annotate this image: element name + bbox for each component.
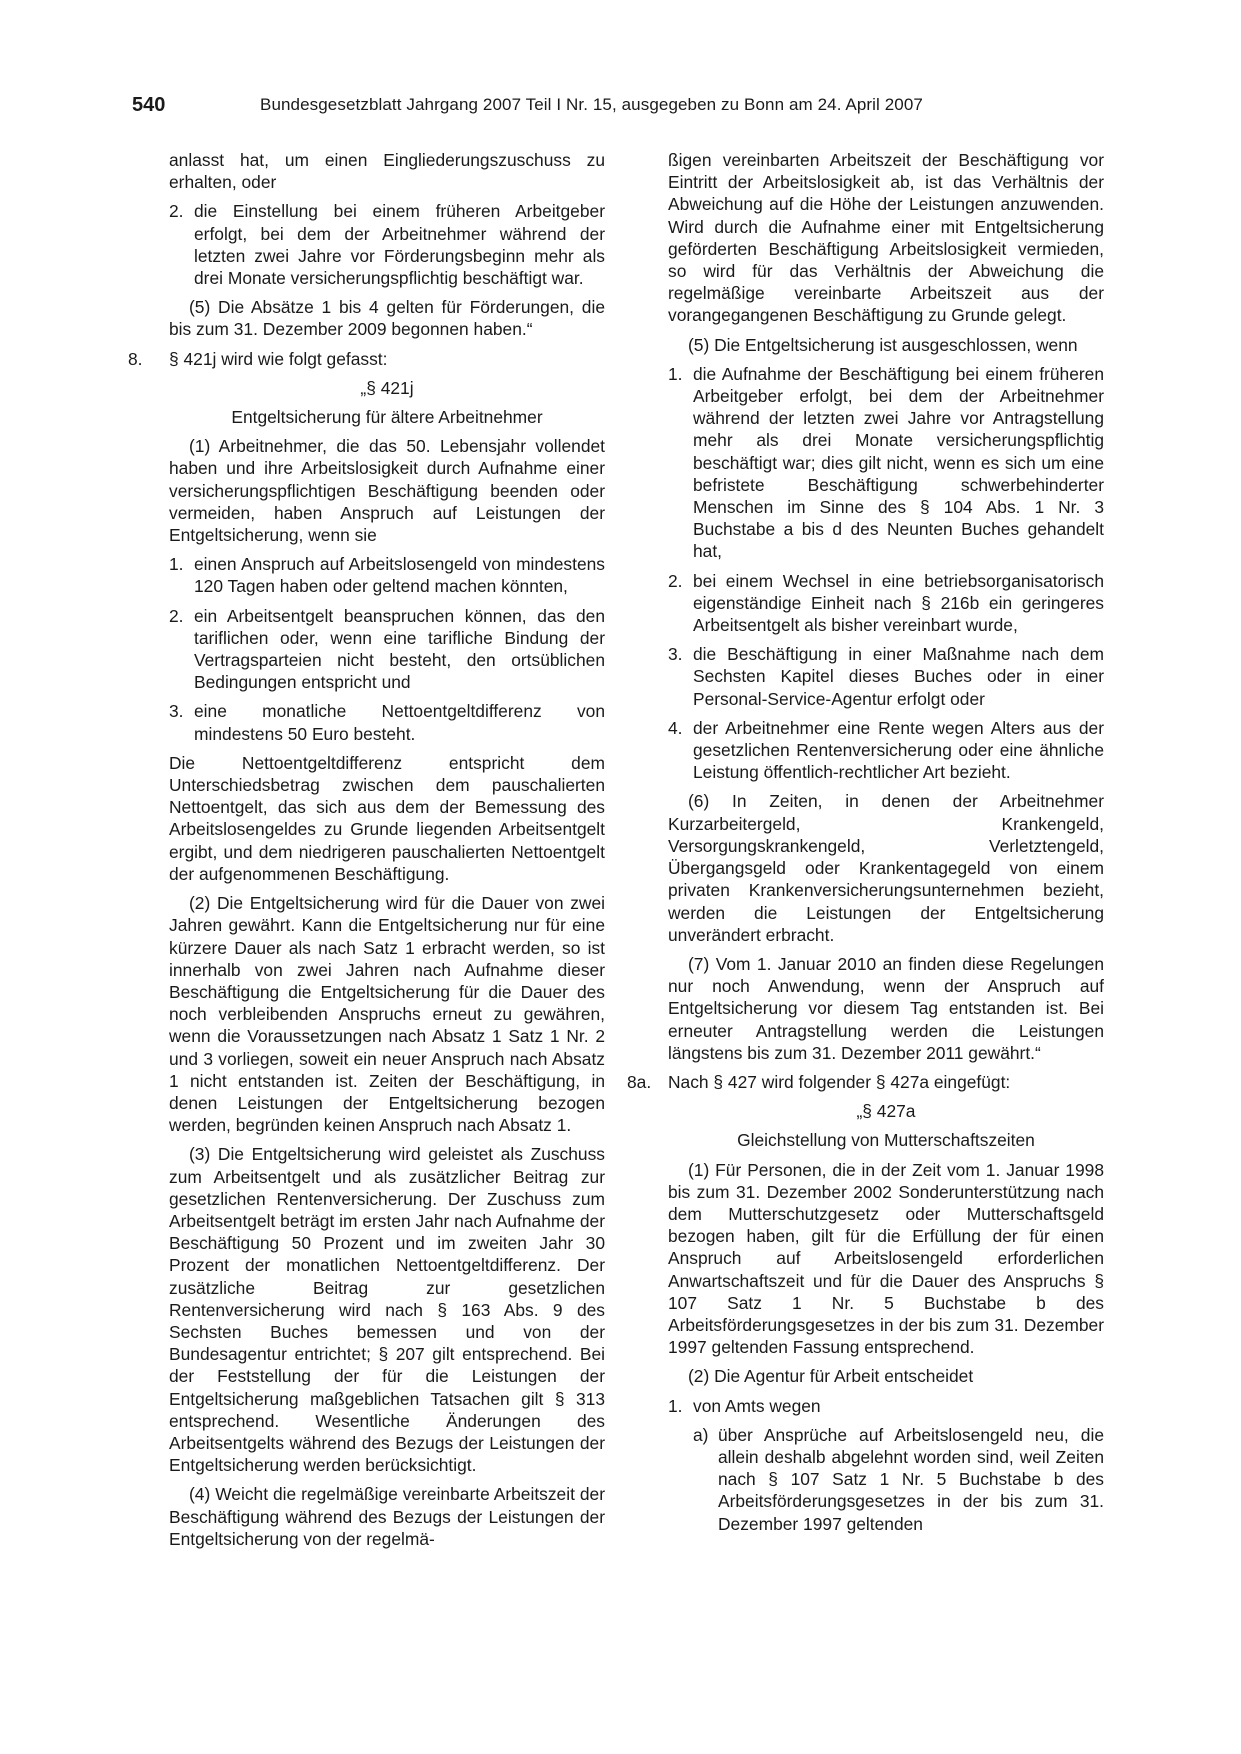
list-number: 1. xyxy=(169,554,184,575)
list-number: 2. xyxy=(169,201,184,222)
list-item xyxy=(668,570,1104,637)
paragraph-abs1: (1) Arbeitnehmer, die das 50. Lebensjahr vollendet haben und ihre Arbeitslosigkeit durch Aufnahme einer versicherungspflichtigen Beschäftigung beenden oder vermeiden, haben Anspruch auf Leistungen der Entgeltsicherung, wenn sie xyxy=(169,436,605,546)
section-heading: „§ 427a xyxy=(856,1101,916,1122)
list-item xyxy=(668,643,1104,710)
running-title: Bundesgesetzblatt Jahrgang 2007 Teil I Nr. 15, ausgegeben zu Bonn am 24. April 2007 xyxy=(260,95,923,114)
amendment-text: Nach § 427 wird folgender § 427a eingefügt: xyxy=(668,1071,1011,1092)
amendment-item-8 xyxy=(128,348,605,370)
section-title: Entgeltsicherung für ältere Arbeitnehmer xyxy=(231,407,543,428)
list-number: 1. xyxy=(668,1395,683,1416)
amendment-number: 8a. xyxy=(627,1071,652,1092)
list-number: 2. xyxy=(169,605,184,626)
list-item xyxy=(668,363,1104,563)
list-item xyxy=(169,700,605,744)
page-header xyxy=(0,94,1241,124)
amendment-number: 8. xyxy=(128,348,143,369)
list-item xyxy=(169,200,605,289)
sub-list-text: über Ansprüche auf Arbeitslosengeld neu, die allein deshalb abgelehnt worden sind, weil Zeiten nach § 107 Satz 1 Nr. 5 Buchstabe b des Arbeitsförderungsgesetzes in der bis zum 31. Dezember 1997 geltenden xyxy=(718,1424,1104,1534)
paragraph-abs4: (4) Weicht die regelmäßige vereinbarte Arbeitszeit der Beschäftigung während des Bezugs der Leistungen der Entgeltsicherung von der regelmä- xyxy=(169,1484,605,1549)
left-column xyxy=(128,149,605,1557)
sub-list-letter: a) xyxy=(693,1424,709,1445)
paragraph-nettoentgeltdifferenz: Die Nettoentgeltdifferenz entspricht dem Unterschiedsbetrag zwischen dem pauschalierten Nettoentgelt, das sich aus dem der Bemessung des Arbeitslosengeldes zu Grunde liegenden Arbeitsentgelt ergibt, und dem niedrigeren pauschalierten Nettoentgelt der aufgenommenen Beschäftigung. xyxy=(169,752,605,884)
list-text: die Einstellung bei einem früheren Arbeitgeber erfolgt, bei dem der Arbeitnehmer während der letzten zwei Jahre vor Förderungsbeginn mehr als drei Monate versicherungspflichtig beschäftigt war. xyxy=(194,201,605,289)
list-text: die Aufnahme der Beschäftigung bei einem früheren Arbeitgeber erfolgt, bei dem der Arbeitnehmer während der letzten zwei Jahre vor Antragstellung mehr als drei Monate versicherungspflichtig beschäftigt war; dies gilt nicht, wenn es sich um eine befristete Beschäftigung schwerbehinderter Menschen im Sinne des § 104 Abs. 1 Nr. 3 Buchstabe a bis d des Neunten Buches gehandelt hat, xyxy=(693,363,1104,562)
list-text: von Amts wegen xyxy=(693,1395,821,1416)
section-heading: „§ 421j xyxy=(360,377,414,398)
list-number: 1. xyxy=(668,363,683,384)
list-text: bei einem Wechsel in eine betriebsorganisatorisch eigenständige Einheit nach § 216b ein geringeres Arbeitsentgelt als bisher vereinbart wurde, xyxy=(693,570,1104,636)
list-number: 3. xyxy=(668,644,683,665)
list-number: 3. xyxy=(169,701,184,722)
right-column xyxy=(627,149,1104,1542)
paragraph-abs2: (2) Die Agentur für Arbeit entscheidet xyxy=(688,1366,974,1387)
list-text: ein Arbeitsentgelt beanspruchen können, das den tariflichen oder, wenn eine tarifliche Bindung der Vertragsparteien nicht besteht, den ortsüblichen Bedingungen entspricht und xyxy=(194,605,605,693)
list-text: eine monatliche Nettoentgeltdifferenz von mindestens 50 Euro besteht. xyxy=(194,701,605,744)
list-item xyxy=(668,717,1104,784)
paragraph-abs7: (7) Vom 1. Januar 2010 an finden diese Regelungen nur noch Anwendung, wenn der Anspruch auf Entgeltsicherung vor diesem Tag entstanden ist. Bei erneuter Antragstellung werden die Leistungen längstens bis zum 31. Dezember 2011 gewährt.“ xyxy=(668,953,1104,1063)
list-text: der Arbeitnehmer eine Rente wegen Alters aus der gesetzlichen Rentenversicherung oder eine ähnliche Leistung öffentlich-rechtlicher Art bezieht. xyxy=(693,717,1104,783)
paragraph-abs3: (3) Die Entgeltsicherung wird geleistet als Zuschuss zum Arbeitsentgelt und als zusätzlicher Beitrag zur gesetzlichen Rentenversicherung. Der Zuschuss zum Arbeitsentgelt beträgt im ersten Jahr nach Aufnahme der Beschäftigung 50 Prozent und im zweiten Jahr 30 Prozent der monatlichen Nettoentgeltdifferenz. Der zusätzliche Beitrag zur gesetzlichen Rentenversicherung wird nach § 163 Abs. 9 des Sechsten Buches bemessen und von der Bundesagentur entrichtet; § 207 gilt entsprechend. Bei der Feststellung der für die Leistungen der Entgeltsicherung maßgeblichen Tatsachen gilt § 313 entsprechend. Wesentliche Änderungen des Arbeitsentgelts während des Bezugs der Leistungen der Entgeltsicherung werden berücksichtigt. xyxy=(169,1144,605,1476)
paragraph-abs5: (5) Die Entgeltsicherung ist ausgeschlossen, wenn xyxy=(688,334,1078,355)
list-item xyxy=(169,553,605,597)
list-text: einen Anspruch auf Arbeitslosengeld von mindestens 120 Tagen haben oder geltend machen könnten, xyxy=(194,554,605,597)
list-item xyxy=(668,1395,1104,1417)
section-title: Gleichstellung von Mutterschaftszeiten xyxy=(737,1130,1035,1151)
page-number: 540 xyxy=(132,94,166,116)
paragraph-continued: ßigen vereinbarten Arbeitszeit der Beschäftigung vor Eintritt der Arbeitslosigkeit ab, ist das Verhältnis der Abweichung auf die Höhe der Leistungen anzuwenden. Wird durch die Aufnahme einer mit Entgeltsicherung geförderten Beschäftigung Arbeitslosigkeit vermieden, so wird für das Verhältnis der Abweichung die regelmäßige vereinbarte Arbeitszeit aus der vorangegangenen Beschäftigung zu Grunde gelegt. xyxy=(668,150,1104,326)
list-text: die Beschäftigung in einer Maßnahme nach dem Sechsten Kapitel dieses Buches oder in einer Personal-Service-Agentur erfolgt oder xyxy=(693,644,1104,709)
list-item xyxy=(169,605,605,694)
paragraph-abs5: (5) Die Absätze 1 bis 4 gelten für Förderungen, die bis zum 31. Dezember 2009 begonnen haben.“ xyxy=(169,297,605,340)
paragraph-abs2: (2) Die Entgeltsicherung wird für die Dauer von zwei Jahren gewährt. Kann die Entgeltsicherung nur für eine kürzere Dauer als nach Satz 1 erbracht werden, so ist innerhalb von zwei Jahren nach Aufnahme dieser Beschäftigung die Entgeltsicherung für die Dauer des noch verbleibenden Anspruchs erneut zu gewähren, wenn die Voraussetzungen nach Absatz 1 Satz 1 Nr. 2 und 3 vorliegen, soweit ein neuer Anspruch nach Absatz 1 nicht entstanden ist. Zeiten der Beschäftigung, in denen Leistungen der Entgeltsicherung bezogen werden, begründen keinen Anspruch nach Absatz 1. xyxy=(169,893,605,1136)
paragraph-abs1: (1) Für Personen, die in der Zeit vom 1. Januar 1998 bis zum 31. Dezember 2002 Sonderunterstützung nach dem Mutterschutzgesetz oder Mutterschaftsgeld bezogen haben, gilt für die Erfüllung der für einen Anspruch auf Arbeitslosengeld erforderlichen Anwartschaftszeit und für die Dauer des Anspruchs § 107 Satz 1 Nr. 5 Buchstabe b des Arbeitsförderungsgesetzes in der bis zum 31. Dezember 1997 geltenden Fassung entsprechend. xyxy=(668,1159,1104,1358)
amendment-text: § 421j wird wie folgt gefasst: xyxy=(169,348,388,369)
paragraph-continued: anlasst hat, um einen Eingliederungszuschuss zu erhalten, oder xyxy=(169,150,605,193)
sub-list-item xyxy=(668,1424,1104,1535)
amendment-item-8a xyxy=(627,1071,1104,1093)
list-number: 2. xyxy=(668,570,683,591)
paragraph-abs6: (6) In Zeiten, in denen der Arbeitnehmer Kurzarbeitergeld, Krankengeld, Versorgungskrankengeld, Verletztengeld, Übergangsgeld oder Krankentagegeld von einem privaten Krankenversicherungsunternehmen bezieht, werden die Leistungen der Entgeltsicherung unverändert erbracht. xyxy=(668,791,1104,945)
list-number: 4. xyxy=(668,717,683,738)
